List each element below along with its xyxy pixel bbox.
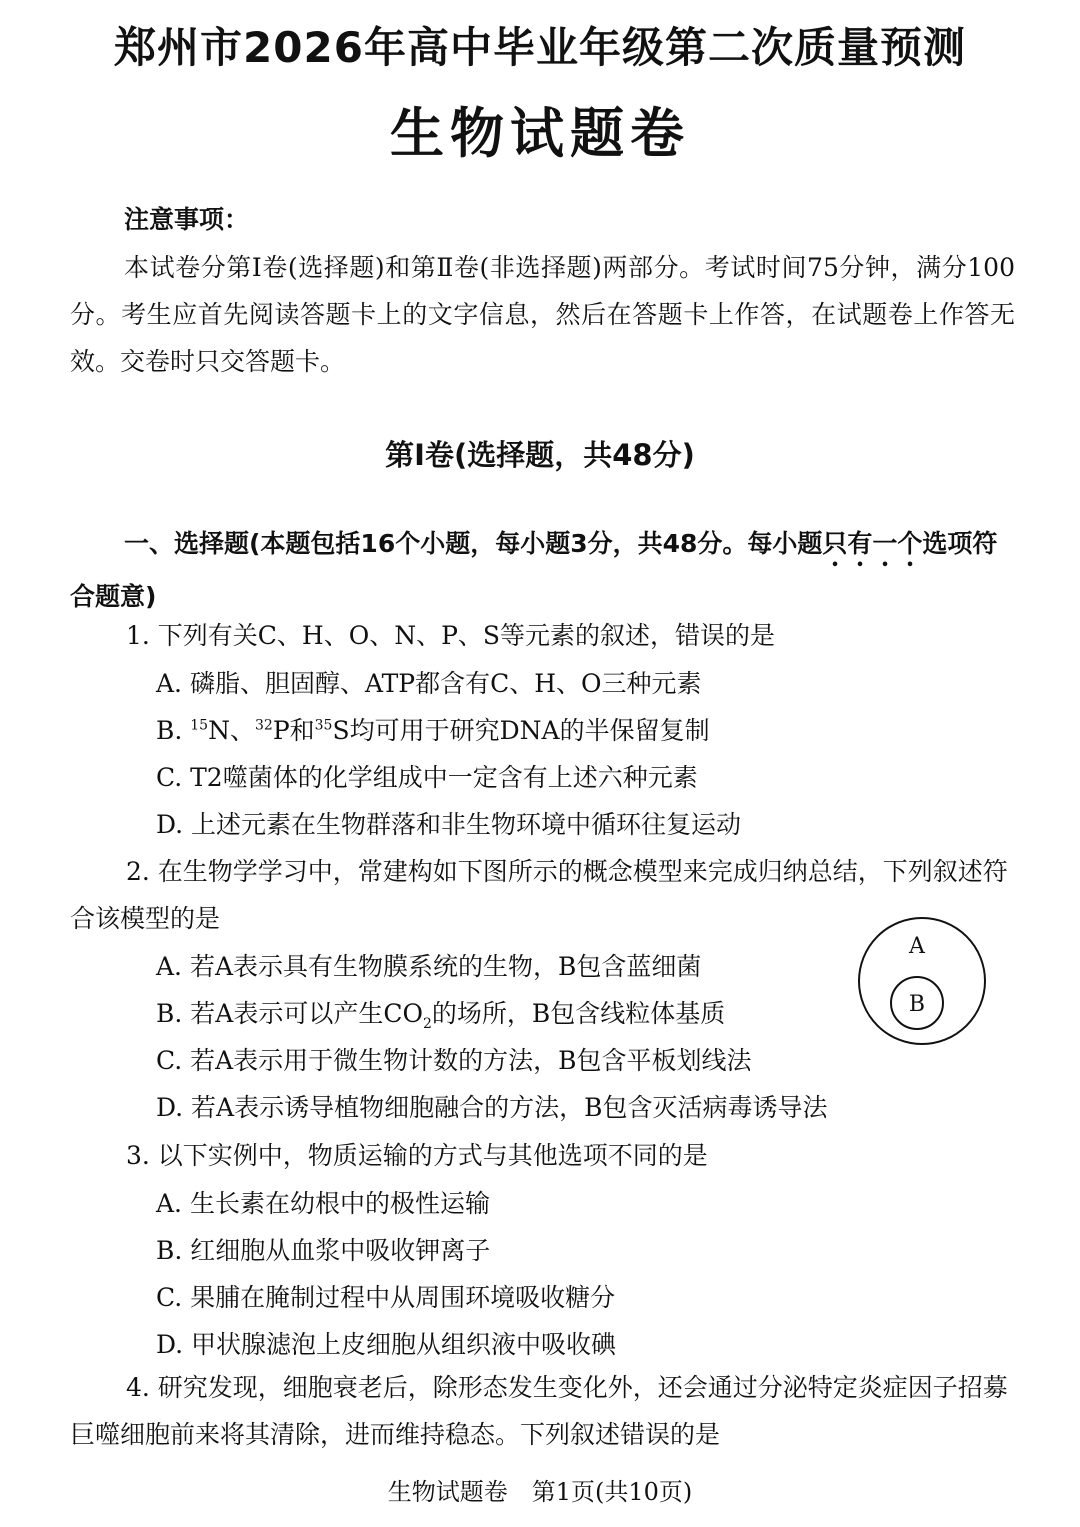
question-2-stem: 2. 在生物学学习中，常建构如下图所示的概念模型来完成归纳总结，下列叙述符合该模型的是 [70, 857, 1008, 933]
isotope-element-p: P和 [272, 716, 315, 745]
part-heading-emphasis: 只有一个 [822, 529, 923, 558]
question-3-stem: 3. 以下实例中，物质运输的方式与其他选项不同的是 [126, 1141, 708, 1170]
question-1-option-a: A. 磷脂、胆固醇、ATP都含有C、H、O三种元素 [156, 669, 702, 698]
question-2-option-c: C. 若A表示用于微生物计数的方法，B包含平板划线法 [156, 1046, 752, 1075]
question-3-option-d: D. 甲状腺滤泡上皮细胞从组织液中吸收碘 [156, 1330, 617, 1359]
part-heading-prefix: 一、选择题(本题包括16个小题，每小题3分，共48分。每小题 [124, 529, 823, 558]
page-footer: 生物试题卷 第1页(共10页) [387, 1478, 693, 1506]
part-heading-suffix: 选项符合题意) [70, 529, 998, 611]
isotope-mass-35: 35 [314, 717, 333, 734]
part-heading [70, 520, 1015, 621]
question-1-stem: 1. 下列有关C、H、O、N、P、S等元素的叙述，错误的是 [126, 621, 776, 650]
section-heading: 第Ⅰ卷(选择题，共48分) [385, 438, 695, 472]
outer-label-a: A [909, 934, 925, 959]
question-3-option-b: B. 红细胞从血浆中吸收钾离子 [156, 1236, 491, 1265]
subscript-2: 2 [422, 1016, 432, 1032]
option-rest: S均可用于研究DNA的半保留复制 [332, 716, 710, 745]
inner-label-b: B [908, 992, 926, 1017]
question-2-option-a: A. 若A表示具有生物膜系统的生物，B包含蓝细菌 [156, 952, 702, 981]
concept-model-diagram [856, 915, 988, 1047]
question-1-option-b [156, 707, 710, 754]
question-3-option-a: A. 生长素在幼根中的极性运输 [156, 1189, 490, 1218]
question-4-stem: 4. 研究发现，细胞衰老后，除形态发生变化外，还会通过分泌特定炎症因子招募巨噬细胞前来将其清除，进而维持稳态。下列叙述错误的是 [70, 1373, 1008, 1449]
notes-heading: 注意事项： [124, 205, 250, 234]
isotope-element-n: N、 [208, 716, 255, 745]
option-rest: 的场所，B包含线粒体基质 [431, 999, 726, 1028]
question-1-option-d: D. 上述元素在生物群落和非生物环境中循环往复运动 [156, 810, 742, 839]
subject-title: 生物试题卷 [390, 102, 690, 165]
option-prefix: B. [156, 716, 191, 745]
question-2-option-b [156, 990, 725, 1037]
option-prefix: B. 若A表示可以产生CO [156, 999, 423, 1028]
question-2-option-d: D. 若A表示诱导植物细胞融合的方法，B包含灭活病毒诱导法 [156, 1093, 828, 1122]
isotope-mass-15: 15 [190, 717, 209, 734]
isotope-mass-32: 32 [254, 717, 273, 734]
notes-body: 本试卷分第Ⅰ卷(选择题)和第Ⅱ卷(非选择题)两部分。考试时间75分钟，满分100分。考生应首先阅读答题卡上的文字信息，然后在答题卡上作答，在试题卷上作答无效。交卷时只交答题卡。 [70, 253, 1015, 376]
exam-title: 郑州市2026年高中毕业年级第二次质量预测 [114, 23, 966, 72]
question-3-option-c: C. 果脯在腌制过程中从周围环境吸收糖分 [156, 1283, 616, 1312]
question-1-option-c: C. T2噬菌体的化学组成中一定含有上述六种元素 [156, 763, 698, 792]
